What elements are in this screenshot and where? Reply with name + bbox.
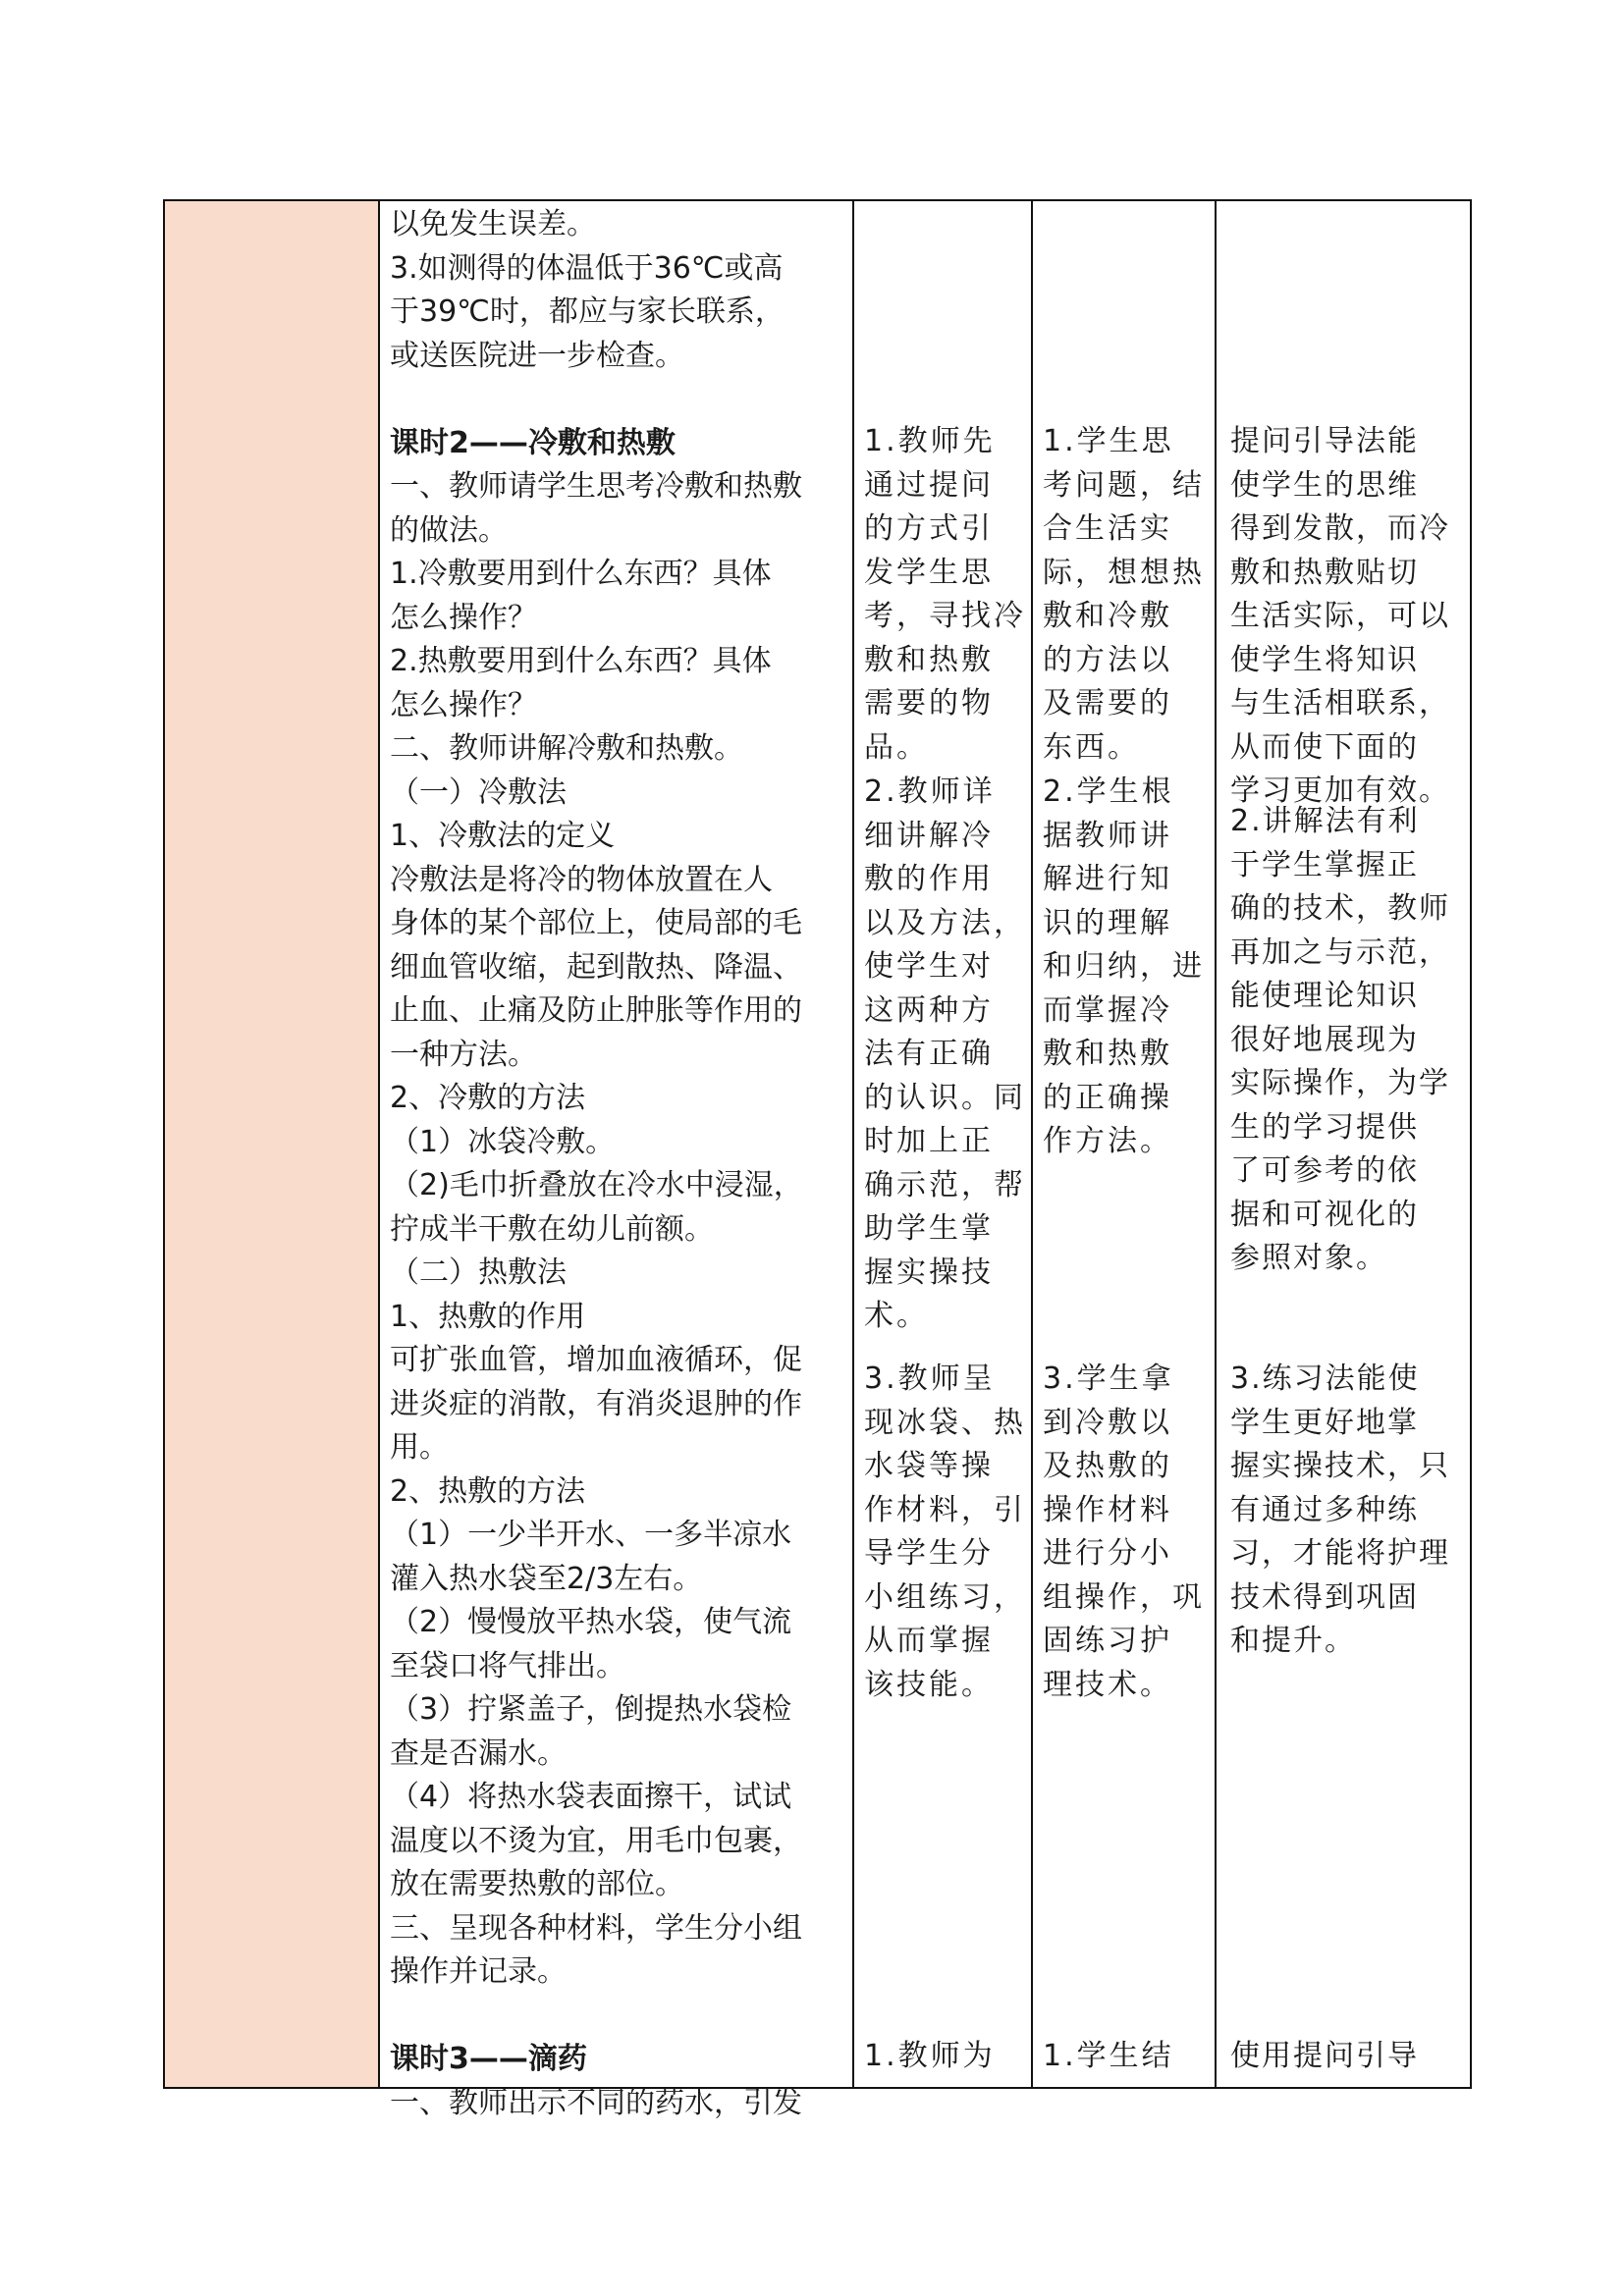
col-intent-line: 生活实际，可以	[1230, 599, 1450, 633]
col-student-line: 解进行知	[1043, 862, 1172, 896]
col-teacher-line: 时加上正	[864, 1124, 994, 1158]
col-teacher-line: 导学生分	[864, 1536, 994, 1571]
col-content-line: 一、教师请学生思考冷敷和热敷	[390, 469, 802, 504]
col-student-line: 操作材料	[1043, 1492, 1172, 1527]
col-student-line: 和归纳，进	[1043, 949, 1205, 984]
col-teacher-line: 3.教师呈	[864, 1362, 996, 1396]
col-intent-line: 提问引导法能	[1230, 424, 1419, 458]
col-teacher-line: 握实操技	[864, 1255, 994, 1290]
col-teacher-line: 细讲解冷	[864, 818, 994, 853]
col-intent-line: 使学生的思维	[1230, 467, 1419, 503]
col-teacher-line: 1.教师先	[864, 424, 996, 458]
col-teacher-line: 助学生掌	[864, 1211, 994, 1246]
col-student-line: 3.学生拿	[1043, 1362, 1174, 1396]
col-teacher-line: 术。	[864, 1299, 929, 1333]
col-student-line: 合生活实	[1043, 511, 1172, 546]
col-intent-line: 与生活相联系，	[1230, 686, 1450, 721]
col-teacher-line: 需要的物	[864, 686, 994, 721]
col-student-line: 1.学生思	[1043, 424, 1174, 458]
col-content-line: 冷敷法是将冷的物体放置在人	[390, 862, 773, 897]
col-student-line: 组操作，巩	[1043, 1579, 1205, 1615]
col-content-line: （2）慢慢放平热水袋，使气流	[390, 1605, 792, 1639]
col-intent-line: 很好地展现为	[1230, 1022, 1419, 1057]
col-content-line: 或送医院进一步检查。	[390, 338, 684, 373]
col-content-line: 拧成半干敷在幼儿前额。	[390, 1211, 714, 1247]
col-content-line: 1、冷敷法的定义	[390, 819, 616, 853]
col-student-line: 的正确操	[1043, 1080, 1172, 1115]
col-student-line: 敷和热敷	[1043, 1037, 1172, 1071]
col-content-line: （3）拧紧盖子，倒提热水袋检	[390, 1692, 792, 1727]
col-content-line: 操作并记录。	[390, 1954, 567, 1989]
col-student-line: 敷和冷敷	[1043, 599, 1172, 633]
lesson-plan-table	[163, 199, 1472, 2120]
col-intent-line: 确的技术，教师	[1230, 891, 1450, 926]
col-teacher-line: 使学生对	[864, 949, 994, 984]
col-intent-line: 2.讲解法有利	[1230, 804, 1420, 838]
col-intent-line: 实际操作，为学	[1230, 1066, 1450, 1100]
col-content-line: （4）将热水袋表面擦干，试试	[390, 1780, 792, 1814]
col-intent-line: 使学生将知识	[1230, 642, 1419, 677]
student-activity-cell	[1033, 201, 1217, 2087]
col-intent-line: 了可参考的依	[1230, 1153, 1419, 1188]
col-teacher-line: 发学生思	[864, 555, 994, 590]
col-content-line: 止血、止痛及防止肿胀等作用的	[390, 993, 802, 1028]
col-content-line: 一、教师出示不同的药水，引发	[390, 2085, 802, 2120]
col-teacher-line: 的方式引	[864, 511, 994, 546]
col-student-line: 1.学生结	[1043, 2039, 1174, 2073]
col-student-line: 东西。	[1043, 729, 1140, 765]
col-content-line: （1）冰袋冷敷。	[390, 1124, 616, 1159]
col-intent-line: 3.练习法能使	[1230, 1362, 1420, 1396]
col-content-line: 于39℃时，都应与家长联系，	[390, 294, 785, 329]
col-student-line: 而掌握冷	[1043, 992, 1172, 1028]
col-content-line: 至袋口将气排出。	[390, 1648, 625, 1683]
col-student-line: 理技术。	[1043, 1667, 1172, 1702]
col-intent-line: 得到发散，而冷	[1230, 511, 1450, 546]
col-teacher-line: 的认识。同	[864, 1080, 1026, 1115]
col-content-line: 课时3——滴药	[390, 2042, 587, 2076]
col-content-line: 2、热敷的方法	[390, 1473, 586, 1509]
col-content-line: 1、热敷的作用	[390, 1299, 586, 1334]
col-intent-line: 再加之与示范，	[1230, 934, 1450, 970]
col-teacher-line: 通过提问	[864, 467, 994, 503]
col-content-line: （2)毛巾折叠放在冷水中浸湿，	[390, 1168, 803, 1202]
col-teacher-line: 2.教师详	[864, 774, 996, 809]
design-intent-cell	[1217, 201, 1474, 2087]
col-teacher-line: 水袋等操	[864, 1449, 994, 1483]
col-teacher-line: 敷的作用	[864, 862, 994, 896]
col-teacher-line: 确示范，帮	[864, 1167, 1026, 1202]
col-intent-line: 据和可视化的	[1230, 1197, 1419, 1232]
col-teacher-line: 小组练习，	[864, 1579, 1026, 1615]
col-teacher-line: 现冰袋、热	[864, 1405, 1026, 1440]
col-intent-line: 和提升。	[1230, 1624, 1356, 1658]
col-content-line: 查是否漏水。	[390, 1735, 567, 1771]
col-content-line: 进炎症的消散，有消炎退肿的作	[390, 1386, 802, 1421]
col-intent-line: 使用提问引导	[1230, 2039, 1419, 2073]
col-content-line: 怎么操作？	[390, 600, 537, 635]
col-intent-line: 生的学习提供	[1230, 1109, 1419, 1145]
col-teacher-line: 法有正确	[864, 1037, 994, 1071]
col-content-line: 身体的某个部位上，使局部的毛	[390, 906, 802, 940]
col-content-line: 一种方法。	[390, 1037, 537, 1072]
col-student-line: 进行分小	[1043, 1536, 1172, 1571]
col-intent-line: 技术得到巩固	[1230, 1579, 1419, 1615]
col-content-line: 用。	[390, 1430, 449, 1465]
col-intent-line: 从而使下面的	[1230, 729, 1419, 765]
col-student-line: 固练习护	[1043, 1624, 1172, 1658]
session-label-cell	[165, 201, 380, 2087]
col-student-line: 2.学生根	[1043, 774, 1174, 809]
col-content-line: 1.冷敷要用到什么东西？具体	[390, 557, 772, 591]
col-content-line: 三、呈现各种材料，学生分小组	[390, 1910, 802, 1946]
col-intent-line: 能使理论知识	[1230, 979, 1419, 1013]
col-content-line: （1）一少半开水、一多半凉水	[390, 1518, 792, 1552]
col-teacher-line: 作材料，引	[864, 1492, 1026, 1527]
col-intent-line: 习，才能将护理	[1230, 1536, 1450, 1571]
col-teacher-line: 考，寻找冷	[864, 599, 1026, 633]
col-student-line: 及热敷的	[1043, 1449, 1172, 1483]
col-content-line: （二）热敷法	[390, 1255, 567, 1290]
col-intent-line: 学习更加有效。	[1230, 774, 1450, 808]
col-intent-line: 握实操技术，只	[1230, 1449, 1450, 1483]
col-teacher-line: 品。	[864, 729, 929, 765]
col-content-line: 2、冷敷的方法	[390, 1081, 586, 1115]
col-teacher-line: 这两种方	[864, 992, 994, 1028]
col-content-line: （一）冷敷法	[390, 774, 567, 810]
col-teacher-line: 该技能。	[864, 1667, 994, 1702]
col-content-line: 怎么操作？	[390, 687, 537, 722]
col-student-line: 考问题，结	[1043, 467, 1205, 503]
col-teacher-line: 敷和热敷	[864, 642, 994, 677]
col-intent-line: 敷和热敷贴切	[1230, 555, 1419, 590]
col-teacher-line: 从而掌握	[864, 1624, 994, 1658]
col-intent-line: 有通过多种练	[1230, 1492, 1419, 1527]
col-student-line: 据教师讲	[1043, 818, 1172, 853]
col-intent-line: 于学生掌握正	[1230, 847, 1419, 882]
col-content-line: 的做法。	[390, 512, 508, 548]
col-content-line: 2.热敷要用到什么东西？具体	[390, 644, 772, 678]
col-content-line: 可扩张血管，增加血液循环，促	[390, 1343, 802, 1377]
col-intent-line: 参照对象。	[1230, 1241, 1387, 1275]
content-cell	[380, 201, 854, 2120]
col-teacher-line: 1.教师为	[864, 2039, 996, 2073]
col-student-line: 识的理解	[1043, 905, 1172, 940]
col-content-line: 二、教师讲解冷敷和热敷。	[390, 731, 743, 766]
col-intent-line: 学生更好地掌	[1230, 1405, 1419, 1440]
teacher-activity-cell	[854, 201, 1033, 2087]
col-content-line: 课时2——冷敷和热敷	[390, 425, 676, 460]
col-content-line: 3.如测得的体温低于36℃或高	[390, 250, 784, 286]
col-content-line: 灌入热水袋至2/3左右。	[390, 1561, 703, 1596]
col-student-line: 的方法以	[1043, 642, 1172, 677]
col-student-line: 到冷敷以	[1043, 1405, 1172, 1440]
col-content-line: 以免发生误差。	[390, 207, 596, 241]
col-student-line: 及需要的	[1043, 686, 1172, 721]
col-teacher-line: 以及方法，	[864, 905, 1026, 940]
col-content-line: 温度以不烫为宜，用毛巾包裹，	[390, 1823, 802, 1858]
col-content-line: 细血管收缩，起到散热、降温、	[390, 949, 802, 985]
col-student-line: 际，想想热	[1043, 555, 1205, 590]
col-content-line: 放在需要热敷的部位。	[390, 1867, 684, 1901]
col-student-line: 作方法。	[1043, 1124, 1172, 1158]
